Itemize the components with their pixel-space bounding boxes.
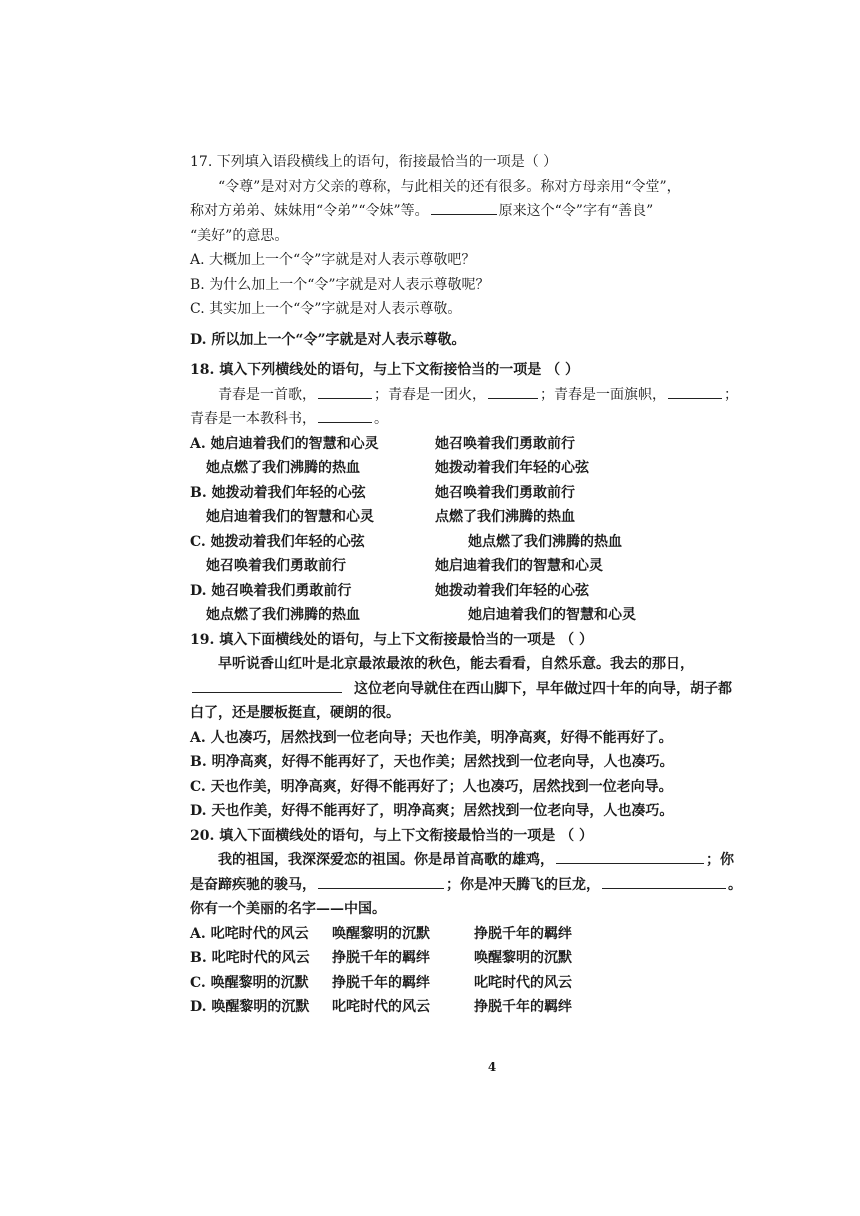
question-18 (190, 358, 790, 628)
q17-option-c: C. 其实加上一个“令”字就是对人表示尊敬。 (190, 301, 462, 317)
q17-para-2a: 称对方弟弟、妹妹用“令弟”“令妹”等。 (190, 203, 429, 219)
q20-option-b (190, 946, 790, 971)
q18-option-d-first: D. 她召唤着我们勇敢前行 (190, 582, 352, 599)
q18-option-c-fourth: 她启迪着我们的智慧和心灵 (435, 558, 603, 574)
q20-option-c-first: C. 唤醒黎明的沉默 (190, 974, 309, 991)
q20-option-a-second: 唤醒黎明的沉默 (332, 925, 430, 942)
q20-para-2a: 是奋蹄疾驰的骏马， (190, 876, 316, 893)
q18-para-2a: 青春是一本教科书， (190, 411, 316, 427)
q20-option-a (190, 922, 790, 947)
answer-blank (431, 200, 497, 215)
answer-blank (668, 384, 722, 399)
q18-option-d-fourth: 她启迪着我们的智慧和心灵 (468, 607, 636, 623)
q20-option-a-third: 挣脱千年的羁绊 (474, 925, 572, 942)
q18-option-a-2 (190, 456, 790, 481)
q20-option-a-first: A. 叱咤时代的风云 (190, 925, 309, 942)
q18-option-d-second: 她拨动着我们年轻的心弦 (435, 582, 589, 599)
q20-option-b-first: B. 叱咤时代的风云 (190, 950, 310, 966)
q17-para-1: “令尊”是对对方父亲的尊称，与此相关的还有很多。称对方母亲用“令堂”， (218, 178, 681, 195)
q20-para-2 (190, 873, 790, 898)
q20-option-c (190, 971, 790, 996)
q18-para-2b: 。 (374, 411, 388, 427)
q17-para-2b: 原来这个“令”字有“善良” (498, 203, 654, 219)
q17-option-b: B. 为什么加上一个“令”字就是对人表示尊敬呢？ (190, 276, 490, 293)
q19-option-c: C. 天也作美，明净高爽，好得不能再好了；人也凑巧，居然找到一位老向导。 (190, 778, 673, 795)
q20-option-c-second: 挣脱千年的羁绊 (332, 974, 430, 991)
q18-option-a-third: 她点燃了我们沸腾的热血 (206, 460, 360, 476)
q19-para-2 (190, 677, 790, 702)
q18-option-c-second: 她点燃了我们沸腾的热血 (468, 533, 622, 550)
q18-para-1c: ；青春是一面旗帜， (540, 386, 666, 403)
q20-option-d-third: 挣脱千年的羁绊 (474, 999, 572, 1015)
q20-option-d-second: 叱咤时代的风云 (332, 999, 430, 1015)
answer-blank (602, 874, 726, 889)
q19-para-2-text: 这位老向导就住在西山脚下，早年做过四十年的向导，胡子都 (354, 680, 732, 697)
q20-option-b-second: 挣脱千年的羁绊 (332, 950, 430, 966)
page-number: 4 (487, 1060, 497, 1074)
q20-option-d (190, 995, 790, 1020)
q18-option-b-fourth: 点燃了我们沸腾的热血 (435, 509, 575, 525)
q20-stem: 20. 填入下面横线处的语句，与上下文衔接最恰当的一项是 （ ） (190, 827, 593, 844)
q20-para-1 (190, 848, 790, 873)
q18-option-a-second: 她召唤着我们勇敢前行 (435, 435, 575, 452)
q20-option-b-third: 唤醒黎明的沉默 (474, 950, 572, 966)
q18-option-d-third: 她点燃了我们沸腾的热血 (206, 607, 360, 623)
q17-stem: 17. 下列填入语段横线上的语句，衔接最恰当的一项是（ ） (190, 154, 558, 170)
q18-para-1d: ； (724, 386, 738, 403)
q19-option-d: D. 天也作美，好得不能再好了，明净高爽；居然找到一位老向导，人也凑巧。 (190, 803, 674, 819)
q18-stem: 18. 填入下列横线处的语句，与上下文衔接恰当的一项是 （ ） (190, 362, 579, 378)
q18-option-b-1 (190, 481, 790, 506)
answer-blank (556, 849, 704, 864)
question-17 (190, 150, 790, 352)
q18-option-b-first: B. 她拨动着我们年轻的心弦 (190, 484, 366, 501)
question-19 (190, 628, 790, 824)
q18-option-c-third: 她召唤着我们勇敢前行 (206, 558, 346, 574)
questions (190, 150, 790, 1020)
q18-option-a-first: A. 她启迪着我们的智慧和心灵 (190, 435, 379, 452)
q17-para-2 (190, 199, 790, 224)
q18-option-a-fourth: 她拨动着我们年轻的心弦 (435, 460, 589, 476)
q20-para-1b: ；你 (706, 852, 734, 868)
answer-blank (318, 384, 372, 399)
question-20 (190, 824, 790, 1020)
q18-option-a-1 (190, 432, 790, 457)
q20-para-2c: 。 (728, 876, 742, 893)
q18-para-1 (190, 383, 790, 408)
q17-option-a: A. 大概加上一个“令”字就是对人表示尊敬吧？ (190, 252, 476, 268)
q19-option-a: A. 人也凑巧，居然找到一位老向导；天也作美，明净高爽，好得不能再好了。 (190, 729, 673, 746)
q18-para-1a: 青春是一首歌， (218, 386, 316, 403)
answer-blank (318, 408, 372, 423)
answer-blank (488, 384, 538, 399)
q17-option-d: D. 所以加上一个“令”字就是对人表示尊敬。 (190, 331, 466, 348)
q20-para-1a: 我的祖国，我深深爱恋的祖国。你是昂首高歌的雄鸡， (218, 852, 554, 868)
q20-para-2b: ；你是冲天腾飞的巨龙， (446, 876, 600, 893)
q18-para-1b: ；青春是一团火， (374, 386, 486, 403)
q18-option-d-1 (190, 579, 790, 604)
q20-para-3: 你有一个美丽的名字——中国。 (190, 901, 386, 917)
q18-option-c-1 (190, 530, 790, 555)
q18-para-2 (190, 407, 790, 432)
q18-option-c-first: C. 她拨动着我们年轻的心弦 (190, 533, 365, 550)
q18-option-c-2 (190, 554, 790, 579)
answer-blank (318, 874, 444, 889)
answer-blank (192, 678, 342, 693)
q18-option-b-third: 她启迪着我们的智慧和心灵 (206, 509, 374, 525)
q19-para-3: 白了，还是腰板挺直，硬朗的很。 (190, 705, 400, 721)
q17-para-3: “美好”的意思。 (190, 227, 289, 244)
q20-option-c-third: 叱咤时代的风云 (474, 974, 572, 991)
q20-option-d-first: D. 唤醒黎明的沉默 (190, 999, 310, 1015)
q18-option-b-second: 她召唤着我们勇敢前行 (435, 484, 575, 501)
q19-stem: 19. 填入下面横线处的语句，与上下文衔接最恰当的一项是 （ ） (190, 631, 593, 648)
q18-option-b-2 (190, 505, 790, 530)
q18-option-d-2 (190, 603, 790, 628)
q19-option-b: B. 明净高爽，好得不能再好了，天也作美；居然找到一位老向导，人也凑巧。 (190, 754, 674, 770)
q19-para-1: 早听说香山红叶是北京最浓最浓的秋色，能去看看，自然乐意。我去的那日， (218, 656, 694, 672)
